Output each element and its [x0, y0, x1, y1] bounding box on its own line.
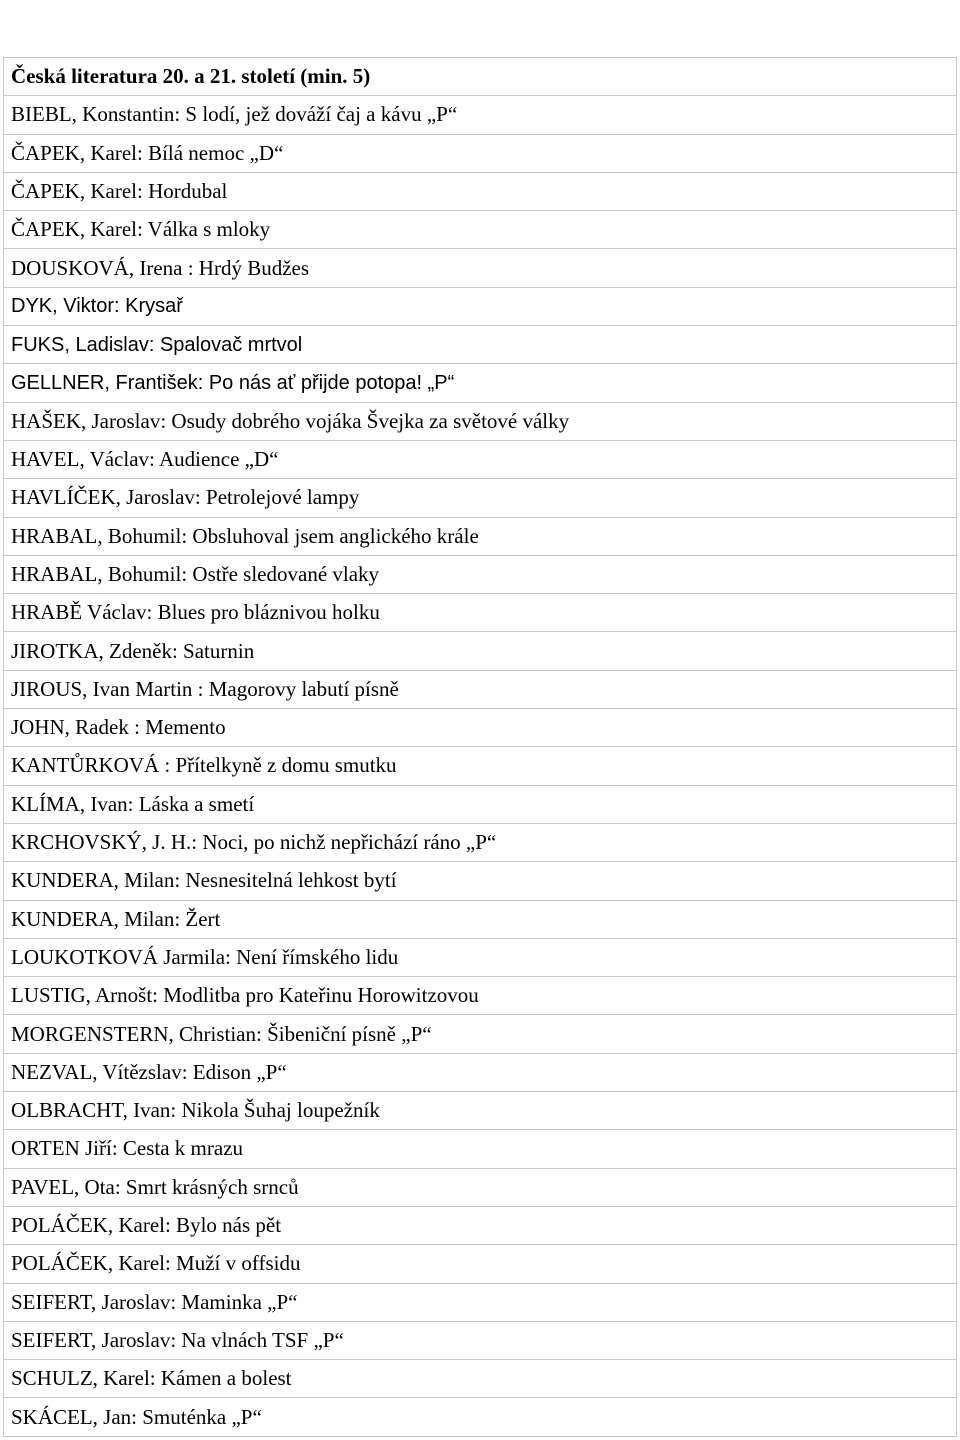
book-entry: LUSTIG, Arnošt: Modlitba pro Kateřinu Horowitzovou	[4, 977, 957, 1015]
book-entry: ČAPEK, Karel: Bílá nemoc „D“	[4, 134, 957, 172]
book-entry: SCHULZ, Karel: Kámen a bolest	[4, 1360, 957, 1398]
table-row	[4, 1398, 957, 1436]
table-row	[4, 517, 957, 555]
book-entry: GELLNER, František: Po nás ať přijde potopa! „P“	[4, 364, 957, 402]
table-row	[4, 287, 957, 325]
table-row	[4, 326, 957, 364]
book-entry: HAVLÍČEK, Jaroslav: Petrolejové lampy	[4, 479, 957, 517]
table-row	[4, 1168, 957, 1206]
book-entry: KANTŮRKOVÁ : Přítelkyně z domu smutku	[4, 747, 957, 785]
table-row	[4, 1206, 957, 1244]
book-entry: SEIFERT, Jaroslav: Maminka „P“	[4, 1283, 957, 1321]
table-row	[4, 555, 957, 593]
book-entry: KRCHOVSKÝ, J. H.: Noci, po nichž nepřichází ráno „P“	[4, 823, 957, 861]
book-entry: HRABAL, Bohumil: Ostře sledované vlaky	[4, 555, 957, 593]
table-row	[4, 1321, 957, 1359]
table-row	[4, 1283, 957, 1321]
table-row	[4, 249, 957, 287]
table-row	[4, 938, 957, 976]
table-row	[4, 1245, 957, 1283]
book-entry: ČAPEK, Karel: Hordubal	[4, 172, 957, 210]
book-entry: JIROUS, Ivan Martin : Magorovy labutí písně	[4, 670, 957, 708]
table-row	[4, 134, 957, 172]
book-entry: DYK, Viktor: Krysař	[4, 287, 957, 325]
table-row	[4, 823, 957, 861]
table-row	[4, 747, 957, 785]
table-row	[4, 977, 957, 1015]
book-entry: HAŠEK, Jaroslav: Osudy dobrého vojáka Švejka za světové války	[4, 402, 957, 440]
table-row	[4, 1015, 957, 1053]
table-row	[4, 1130, 957, 1168]
book-entry: POLÁČEK, Karel: Bylo nás pět	[4, 1206, 957, 1244]
reading-list-body	[4, 58, 957, 1437]
table-row	[4, 1053, 957, 1091]
book-entry: FUKS, Ladislav: Spalovač mrtvol	[4, 326, 957, 364]
table-row	[4, 211, 957, 249]
table-row	[4, 402, 957, 440]
book-entry: HAVEL, Václav: Audience „D“	[4, 440, 957, 478]
book-entry: ORTEN Jiří: Cesta k mrazu	[4, 1130, 957, 1168]
book-entry: HRABĚ Václav: Blues pro bláznivou holku	[4, 594, 957, 632]
table-row	[4, 785, 957, 823]
book-entry: KLÍMA, Ivan: Láska a smetí	[4, 785, 957, 823]
book-entry: SKÁCEL, Jan: Smuténka „P“	[4, 1398, 957, 1436]
book-entry: LOUKOTKOVÁ Jarmila: Není římského lidu	[4, 938, 957, 976]
table-row	[4, 440, 957, 478]
book-entry: HRABAL, Bohumil: Obsluhoval jsem anglického krále	[4, 517, 957, 555]
table-row	[4, 172, 957, 210]
book-entry: JOHN, Radek : Memento	[4, 709, 957, 747]
table-row	[4, 900, 957, 938]
table-row	[4, 96, 957, 134]
list-heading: Česká literatura 20. a 21. století (min. 5)	[4, 58, 957, 96]
table-row	[4, 364, 957, 402]
book-entry: MORGENSTERN, Christian: Šibeniční písně „P“	[4, 1015, 957, 1053]
table-row	[4, 1360, 957, 1398]
table-row	[4, 670, 957, 708]
book-entry: ČAPEK, Karel: Válka s mloky	[4, 211, 957, 249]
table-row	[4, 709, 957, 747]
book-entry: KUNDERA, Milan: Žert	[4, 900, 957, 938]
table-row	[4, 479, 957, 517]
book-entry: NEZVAL, Vítězslav: Edison „P“	[4, 1053, 957, 1091]
reading-list-table	[3, 57, 957, 1437]
table-row	[4, 632, 957, 670]
table-row	[4, 862, 957, 900]
book-entry: DOUSKOVÁ, Irena : Hrdý Budžes	[4, 249, 957, 287]
book-entry: POLÁČEK, Karel: Muží v offsidu	[4, 1245, 957, 1283]
book-entry: PAVEL, Ota: Smrt krásných srnců	[4, 1168, 957, 1206]
book-entry: KUNDERA, Milan: Nesnesitelná lehkost bytí	[4, 862, 957, 900]
book-entry: JIROTKA, Zdeněk: Saturnin	[4, 632, 957, 670]
table-row	[4, 594, 957, 632]
book-entry: SEIFERT, Jaroslav: Na vlnách TSF „P“	[4, 1321, 957, 1359]
book-entry: BIEBL, Konstantin: S lodí, jež dováží čaj a kávu „P“	[4, 96, 957, 134]
heading-row	[4, 58, 957, 96]
table-row	[4, 1092, 957, 1130]
book-entry: OLBRACHT, Ivan: Nikola Šuhaj loupežník	[4, 1092, 957, 1130]
